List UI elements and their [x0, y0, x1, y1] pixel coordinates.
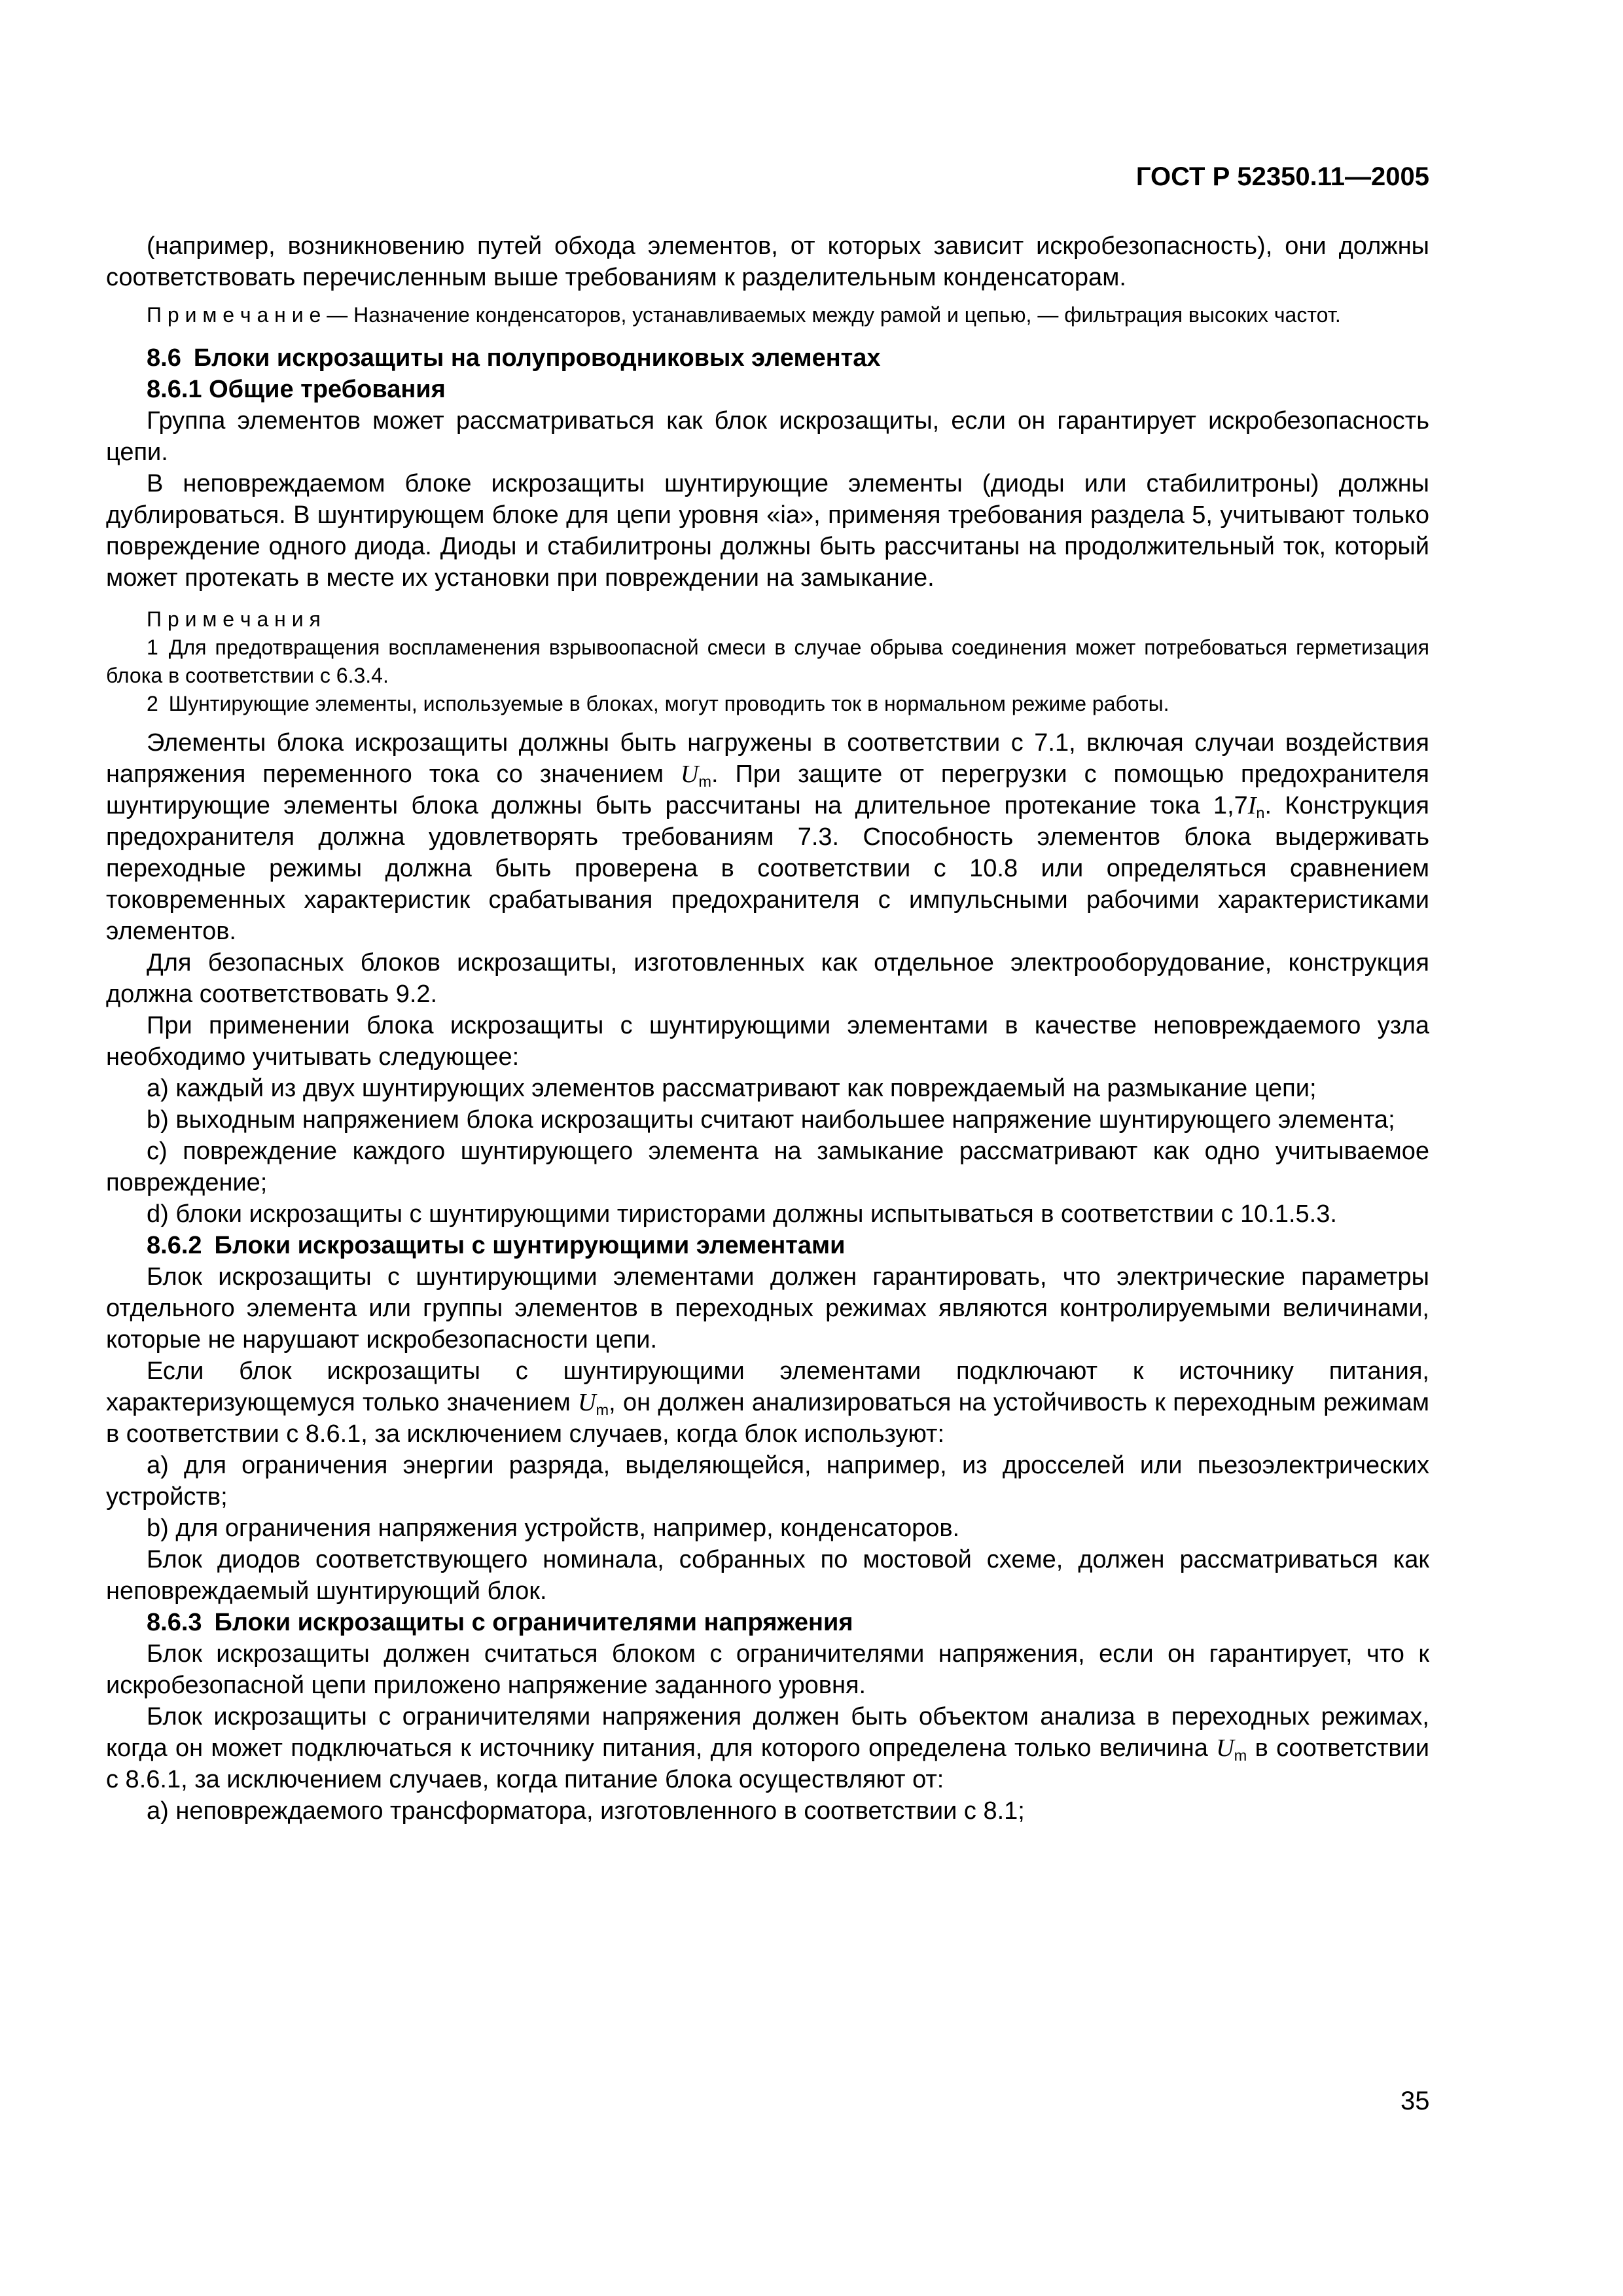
current-subscript-n: n [1256, 804, 1265, 821]
note-paragraph [106, 301, 1429, 329]
para-load-requirements [106, 727, 1429, 947]
doc-number-header: ГОСТ Р 52350.11—2005 [1135, 162, 1429, 191]
note-item-1: 1 Для предотвращения воспламенения взрывоопасной смеси в случае обрыва соединения может потребоваться герметизация блока в соответствии с 6.3.4. [106, 636, 1429, 687]
note-label: П р и м е ч а н и е [147, 303, 321, 327]
note-item-2: 2 Шунтирующие элементы, используемые в блоках, могут проводить ток в нормальном режиме работы. [147, 692, 1169, 715]
list-item-c1: c) повреждение каждого шунтирующего элемента на замыкание рассматривают как одно учитываемое повреждение; [106, 1138, 1429, 1196]
voltage-subscript-m-3: m [1234, 1746, 1247, 1764]
heading-8-6: 8.6 Блоки искрозащиты на полупроводниковых элементах [147, 344, 881, 372]
voltage-subscript-m-2: m [596, 1401, 609, 1418]
voltage-symbol-Um-3: U [1216, 1734, 1234, 1762]
heading-8-6-2: 8.6.2 Блоки искрозащиты с шунтирующими элементами [147, 1232, 846, 1259]
list-item-d1: d) блоки искрозащиты с шунтирующими тиристорами должны испытываться в соответствии с 10.1.5.3. [147, 1200, 1337, 1228]
voltage-subscript-m: m [698, 772, 711, 790]
voltage-symbol-Um: U [680, 761, 699, 788]
list-item-a1: a) каждый из двух шунтирующих элементов рассматривают как повреждаемый на размыкание цепи; [147, 1075, 1317, 1102]
power-part1: Если блок искрозащиты с шунтирующими элементами подключают к источнику питания, характеризующемуся только значением [106, 1357, 1429, 1416]
para-shunt-usage: При применении блока искрозащиты с шунтирующими элементами в качестве неповреждаемого узла необходимо учитывать следующее: [106, 1012, 1429, 1071]
list-item-a2: a) для ограничения энергии разряда, выделяющейся, например, из дросселей или пьезоэлектрических устройств; [106, 1452, 1429, 1511]
list-item-b2: b) для ограничения напряжения устройств, например, конденсаторов. [147, 1515, 960, 1542]
para-power-source [106, 1355, 1429, 1450]
note-text: — Назначение конденсаторов, устанавливаемых между рамой и цепью, — фильтрация высоких частот. [321, 303, 1341, 327]
para-voltage-limiter-analysis [106, 1701, 1429, 1795]
load-part3: . Конструкция предохранителя должна удовлетворять требованиям 7.3. Способность элементов блока выдерживать переходные режимы должна быть проверена в соответствии с 10.8 или определяться сравнением токовременных характеристик срабатывания предохранителя с импульсными рабочими характеристиками элементов. [106, 792, 1429, 945]
power-part2: , он должен анализироваться на устойчивость к переходным режимам в соответствии с 8.6.1, за исключением случаев, когда блок используют: [106, 1389, 1429, 1448]
page-number: 35 [1400, 2087, 1430, 2115]
para-separate-equipment: Для безопасных блоков искрозащиты, изготовленных как отдельное электрооборудование, конструкция должна соответствовать 9.2. [106, 949, 1429, 1008]
current-symbol-In: I [1247, 792, 1257, 819]
load-part1: Элементы блока искрозащиты должны быть нагружены в соответствии с 7.1, включая случаи воздействия напряжения переменного тока со значением [106, 729, 1429, 788]
para-diode-bridge: Блок диодов соответствующего номинала, собранных по мостовой схеме, должен рассматриваться как неповреждаемый шунтирующий блок. [106, 1546, 1429, 1605]
limiter-part2: в соответствии с 8.6.1, за исключением случаев, когда питание блока осуществляют от: [106, 1734, 1429, 1793]
para-group-elements: Группа элементов может рассматриваться как блок искрозащиты, если он гарантирует искробезопасность цепи. [106, 407, 1429, 466]
heading-8-6-3: 8.6.3 Блоки искрозащиты с ограничителями напряжения [147, 1609, 853, 1636]
intro-paragraph: (например, возникновению путей обхода элементов, от которых зависит искробезопасность), они должны соответствовать перечисленным выше требованиям к разделительным конденсаторам. [106, 232, 1429, 291]
para-shunt-guarantee: Блок искрозащиты с шунтирующими элементами должен гарантировать, что электрические параметры отдельного элемента или группы элементов в переходных режимах являются контролируемыми величинами, которые не нарушают искробезопасности цепи. [106, 1263, 1429, 1354]
para-unbreakable-block: В неповреждаемом блоке искрозащиты шунтирующие элементы (диоды или стабилитроны) должны дублироваться. В шунтирующем блоке для цепи уровня «ia», применяя требования раздела 5, учитывают только повреждение одного диода. Диоды и стабилитроны должны быть рассчитаны на продолжительный ток, который может протекать в месте их установки при повреждении на замыкание. [106, 470, 1429, 592]
voltage-symbol-Um-2: U [578, 1389, 596, 1416]
limiter-part1: Блок искрозащиты с ограничителями напряжения должен быть объектом анализа в переходных режимах, когда он может подключаться к источнику питания, для которого определена только величина [106, 1703, 1429, 1762]
para-voltage-limiter-def: Блок искрозащиты должен считаться блоком с ограничителями напряжения, если он гарантирует, что к искробезопасной цепи приложено напряжение заданного уровня. [106, 1640, 1429, 1699]
list-item-a3: a) неповреждаемого трансформатора, изготовленного в соответствии с 8.1; [147, 1797, 1025, 1825]
load-part2: . При защите от перегрузки с помощью предохранителя шунтирующие элементы блока должны быть рассчитаны на длительное протекание тока 1,7 [106, 761, 1429, 819]
list-item-b1: b) выходным напряжением блока искрозащиты считают наибольшее напряжение шунтирующего элемента; [147, 1106, 1395, 1134]
page-content [106, 230, 1429, 1827]
notes-label: П р и м е ч а н и я [147, 607, 321, 631]
heading-8-6-1: 8.6.1 Общие требования [147, 376, 446, 403]
